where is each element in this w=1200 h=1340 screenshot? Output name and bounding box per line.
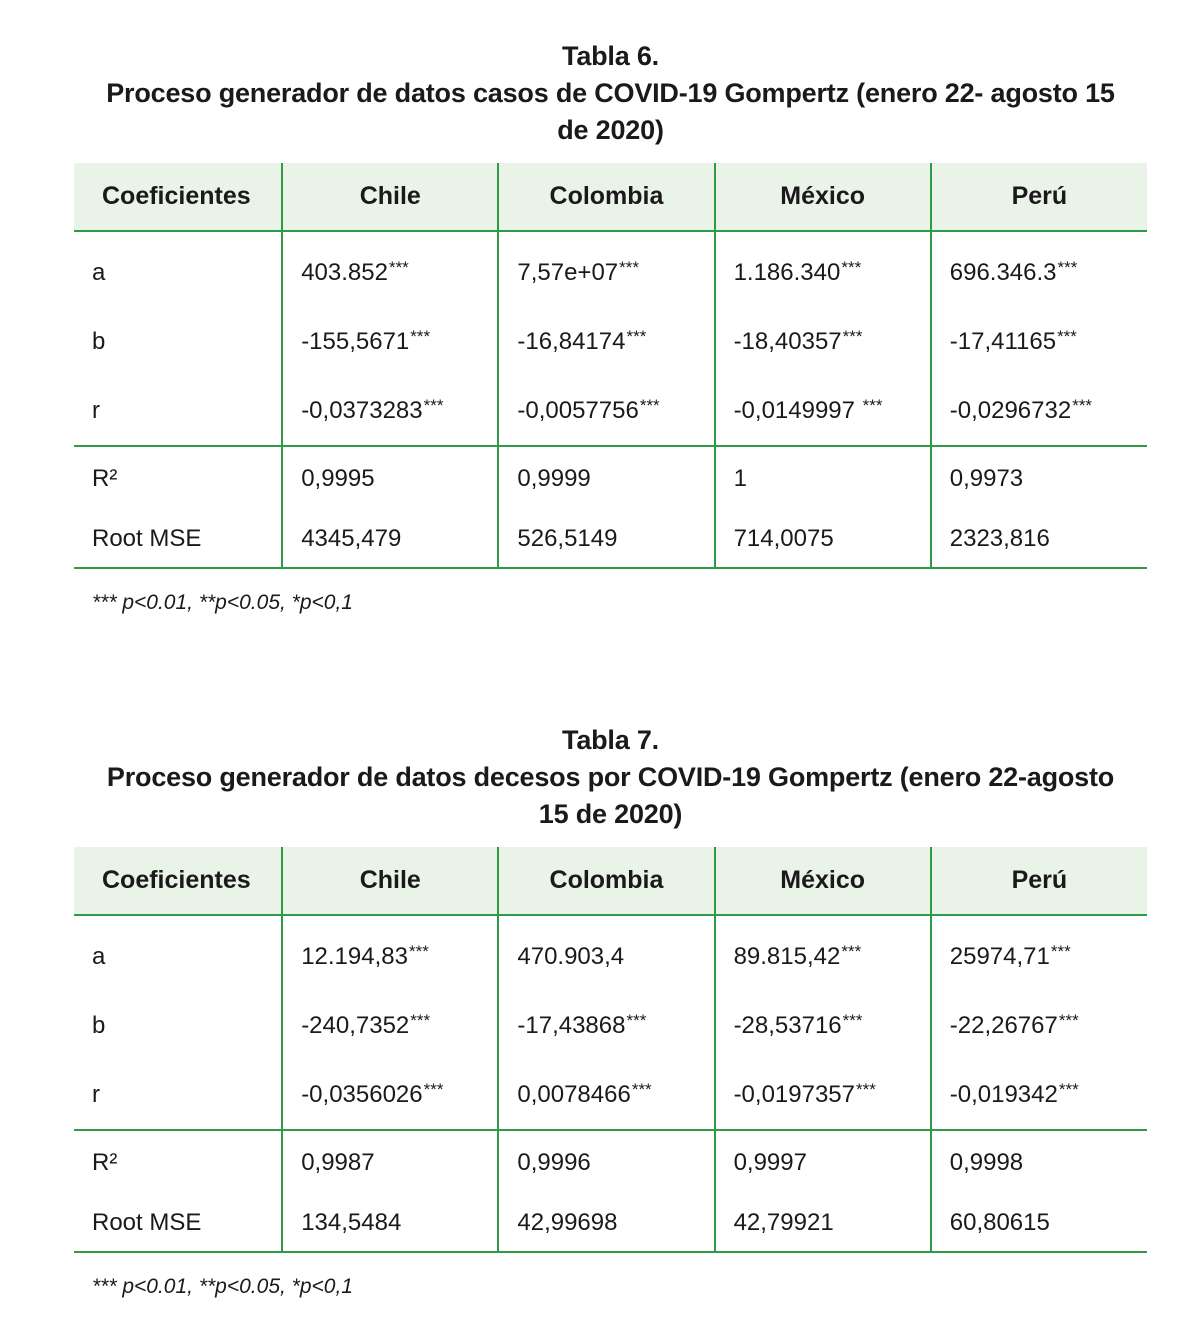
table-row-r	[74, 376, 1147, 446]
cell-colombia	[498, 307, 714, 376]
significance-stars: ***	[842, 327, 863, 346]
table-6	[74, 163, 1147, 569]
cell-peru	[931, 1060, 1147, 1130]
cell-value: 0,0078466	[517, 1081, 631, 1108]
table-7-significance-note: *** p<0.01, **p<0.05, *p<0,1	[92, 1275, 353, 1298]
header-coeficientes: Coeficientes	[74, 847, 282, 915]
cell-value: -240,7352	[301, 1012, 410, 1039]
significance-stars: ***	[1050, 942, 1071, 961]
cell-chile	[282, 376, 498, 446]
table-7-caption	[74, 722, 1147, 833]
cell-mexico: 0,9997	[715, 1130, 931, 1195]
cell-value: -0,0373283	[301, 397, 423, 424]
table-row-a	[74, 915, 1147, 991]
table-7-subtitle-line-1: Proceso generador de datos decesos por COVID-19 Gompertz (enero 22-agosto	[106, 762, 1115, 792]
cell-chile	[282, 991, 498, 1060]
cell-colombia	[498, 231, 714, 307]
cell-peru	[931, 915, 1147, 991]
cell-value: -17,43868	[517, 1012, 626, 1039]
significance-stars: ***	[841, 942, 862, 961]
cell-value: 12.194,83	[301, 943, 408, 970]
cell-value: -155,5671	[301, 328, 410, 355]
table-7	[74, 847, 1147, 1253]
table-row-root-mse	[74, 1195, 1147, 1252]
cell-mexico	[715, 231, 931, 307]
cell-value: -0,0149997	[733, 397, 862, 424]
cell-mexico	[715, 376, 931, 446]
cell-colombia	[498, 915, 714, 991]
significance-stars: ***	[856, 1080, 876, 1099]
row-label: a	[92, 942, 106, 970]
table-row-r	[74, 1060, 1147, 1130]
row-label: r	[92, 1080, 100, 1108]
cell-colombia	[498, 376, 714, 446]
cell-peru: 0,9973	[931, 446, 1147, 511]
table-row-r-squared	[74, 1130, 1147, 1195]
table-6-subtitle-line-1: Proceso generador de datos casos de COVID-19 Gompertz (enero 22- agosto 15	[106, 78, 1115, 108]
cell-chile	[282, 231, 498, 307]
cell-colombia: 0,9996	[498, 1130, 714, 1195]
header-mexico: México	[715, 847, 931, 915]
cell-mexico: 42,79921	[715, 1195, 931, 1252]
table-row-a	[74, 231, 1147, 307]
cell-value: -18,40357	[733, 328, 842, 355]
cell-mexico: 714,0075	[715, 511, 931, 568]
header-mexico: México	[715, 163, 931, 231]
cell-value: 7,57e+07	[517, 259, 619, 286]
cell-value: -0,0356026	[301, 1081, 423, 1108]
cell-chile: 0,9995	[282, 446, 498, 511]
row-label: a	[92, 258, 106, 286]
cell-chile	[282, 1060, 498, 1130]
cell-mexico	[715, 991, 931, 1060]
significance-stars: ***	[410, 1011, 431, 1030]
significance-stars: ***	[639, 396, 660, 415]
cell-mexico	[715, 915, 931, 991]
cell-value: 470.903,4	[517, 943, 625, 970]
significance-stars: ***	[1058, 1080, 1079, 1099]
table-row-r-squared	[74, 446, 1147, 511]
cell-value: 1.186.340	[733, 259, 841, 286]
significance-stars: ***	[388, 258, 409, 277]
row-label: Root MSE	[74, 511, 282, 568]
cell-chile: 134,5484	[282, 1195, 498, 1252]
significance-stars: ***	[423, 1080, 444, 1099]
row-label: b	[92, 327, 106, 355]
cell-value: -28,53716	[733, 1012, 842, 1039]
table-6-subtitle-line-2: de 2020)	[557, 115, 664, 145]
significance-stars: ***	[408, 942, 429, 961]
header-row	[74, 163, 1147, 231]
table-7-subtitle-line-2: 15 de 2020)	[538, 799, 683, 829]
row-label: r	[92, 396, 100, 424]
cell-value: -0,0296732	[949, 397, 1072, 424]
table-6-section	[74, 38, 1147, 615]
header-chile: Chile	[282, 847, 498, 915]
table-6-title: Tabla 6.	[562, 41, 659, 71]
cell-chile	[282, 915, 498, 991]
cell-value: 89.815,42	[733, 943, 841, 970]
table-row-b	[74, 991, 1147, 1060]
cell-mexico	[715, 1060, 931, 1130]
cell-mexico	[715, 307, 931, 376]
cell-peru	[931, 231, 1147, 307]
cell-value: 25974,71	[949, 943, 1050, 970]
table-6-caption	[74, 38, 1147, 149]
significance-stars: ***	[1058, 1011, 1079, 1030]
table-7-section	[74, 722, 1147, 1299]
header-chile: Chile	[282, 163, 498, 231]
cell-peru: 60,80615	[931, 1195, 1147, 1252]
cell-value: -0,019342	[949, 1081, 1058, 1108]
significance-stars: ***	[631, 1080, 652, 1099]
row-label: R²	[74, 446, 282, 511]
significance-stars: ***	[842, 1011, 863, 1030]
cell-colombia: 42,99698	[498, 1195, 714, 1252]
row-label: R²	[74, 1130, 282, 1195]
cell-colombia	[498, 991, 714, 1060]
significance-stars: ***	[1057, 258, 1078, 277]
cell-chile: 0,9987	[282, 1130, 498, 1195]
significance-stars: ***	[619, 258, 640, 277]
significance-stars: ***	[423, 396, 444, 415]
cell-peru	[931, 307, 1147, 376]
significance-stars: ***	[1057, 327, 1077, 346]
cell-colombia	[498, 1060, 714, 1130]
significance-stars: ***	[410, 327, 431, 346]
header-row	[74, 847, 1147, 915]
significance-stars: ***	[626, 1011, 647, 1030]
row-label: Root MSE	[74, 1195, 282, 1252]
cell-value: -0,0057756	[517, 397, 639, 424]
cell-peru	[931, 376, 1147, 446]
cell-value: -0,0197357	[733, 1081, 856, 1108]
cell-peru: 0,9998	[931, 1130, 1147, 1195]
cell-mexico: 1	[715, 446, 931, 511]
cell-peru: 2323,816	[931, 511, 1147, 568]
table-6-significance-note: *** p<0.01, **p<0.05, *p<0,1	[92, 591, 353, 614]
significance-stars: ***	[862, 396, 883, 415]
header-coeficientes: Coeficientes	[74, 163, 282, 231]
cell-colombia: 526,5149	[498, 511, 714, 568]
cell-value: -16,84174	[517, 328, 626, 355]
header-peru: Perú	[931, 847, 1147, 915]
cell-chile: 4345,479	[282, 511, 498, 568]
header-colombia: Colombia	[498, 847, 714, 915]
significance-stars: ***	[841, 258, 862, 277]
table-row-root-mse	[74, 511, 1147, 568]
cell-colombia: 0,9999	[498, 446, 714, 511]
cell-value: 696.346.3	[949, 259, 1057, 286]
significance-stars: ***	[626, 327, 647, 346]
header-peru: Perú	[931, 163, 1147, 231]
cell-value: -22,26767	[949, 1012, 1058, 1039]
table-row-b	[74, 307, 1147, 376]
cell-peru	[931, 991, 1147, 1060]
cell-chile	[282, 307, 498, 376]
significance-stars: ***	[1072, 396, 1093, 415]
row-label: b	[92, 1011, 106, 1039]
table-7-title: Tabla 7.	[562, 725, 659, 755]
cell-value: 403.852	[301, 259, 388, 286]
cell-value: -17,41165	[949, 328, 1057, 355]
header-colombia: Colombia	[498, 163, 714, 231]
